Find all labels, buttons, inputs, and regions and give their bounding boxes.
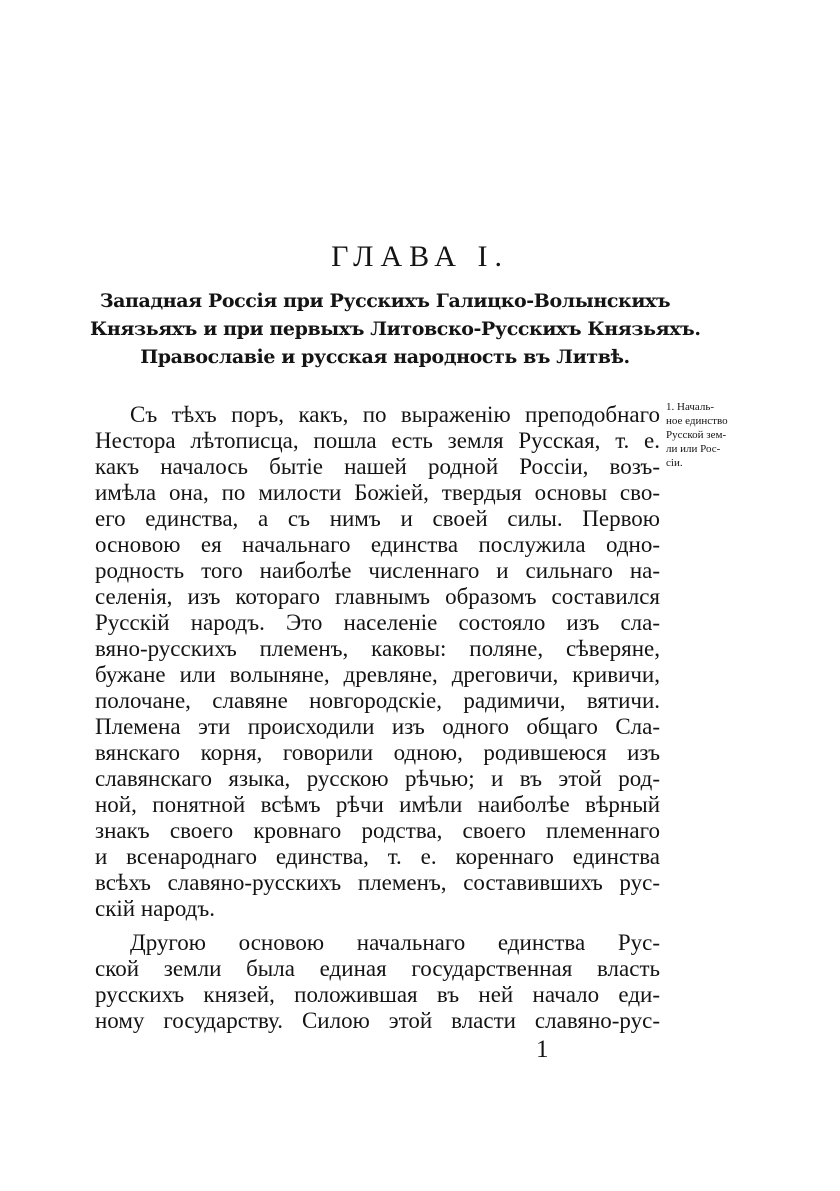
subtitle-line: Православіе и русская народность въ Литвѣ. (140, 346, 630, 368)
body-line: вянскаго корня, говорили одною, родившеюся изъ (95, 740, 660, 765)
body-line: Другою основою начальнаго единства Рус- (130, 930, 660, 955)
margin-note-line: Русской зем- (666, 429, 727, 441)
subtitle-line: Западная Россія при Русскихъ Галицко-Волынскихъ (99, 290, 671, 312)
body-line: основою ея начальнаго единства послужила одно- (95, 532, 660, 557)
body-line: бужане или волыняне, древляне, дреговичи, кривичи, (95, 662, 660, 687)
body-line: ному государству. Силою этой власти славяно-рус- (95, 1008, 660, 1033)
body-line: полочане, славяне новгородскіе, радимичи, вятичи. (95, 688, 660, 713)
body-line: русскихъ князей, положившая въ ней начало еди- (95, 982, 660, 1007)
body-line: скій народъ. (95, 896, 216, 921)
chapter-title: ГЛАВА I. (331, 240, 509, 273)
page-number: 1 (536, 1036, 549, 1063)
subtitle-line: Князьяхъ и при первыхъ Литовско-Русскихъ Князьяхъ. (90, 318, 701, 340)
margin-note (666, 400, 762, 470)
body-line: родность того наиболѣе численнаго и сильнаго на- (95, 558, 660, 583)
body-line: Русскій народъ. Это населеніе состояло изъ сла- (95, 610, 660, 635)
body-line: вяно-русскихъ племенъ, каковы: поляне, сѣверяне, (95, 636, 660, 661)
body-line: всѣхъ славяно-русскихъ племенъ, составившихъ рус- (95, 870, 660, 895)
body-line: имѣла она, по милости Божіей, твердыя основы сво- (95, 480, 660, 505)
body-line: селенія, изъ котораго главнымъ образомъ составился (95, 584, 660, 609)
body-line: славянскаго языка, русскою рѣчью; и въ этой род- (95, 766, 660, 791)
margin-note-line: сіи. (666, 457, 683, 469)
body-line: Племена эти происходили изъ одного общаго Сла- (95, 714, 660, 739)
margin-note-line: ли или Рос- (666, 443, 721, 455)
margin-note-line: 1. Началь- (666, 401, 715, 413)
body-line: и всенароднаго единства, т. е. кореннаго единства (95, 844, 660, 869)
body-line: знакъ своего кровнаго родства, своего племеннаго (95, 818, 660, 843)
body-line: Съ тѣхъ поръ, какъ, по выраженію преподобнаго (130, 402, 660, 427)
body-line: ской земли была единая государственная власть (95, 956, 660, 981)
body-line: его единства, а съ нимъ и своей силы. Первою (95, 506, 660, 531)
body-line: Нестора лѣтописца, пошла есть земля Русская, т. е. (95, 428, 660, 453)
body-line: ной, понятной всѣмъ рѣчи имѣли наиболѣе вѣрный (95, 792, 660, 817)
body-line: какъ началось бытіе нашей родной Россіи, возъ- (95, 454, 660, 479)
margin-note-line: ное единство (666, 415, 728, 427)
